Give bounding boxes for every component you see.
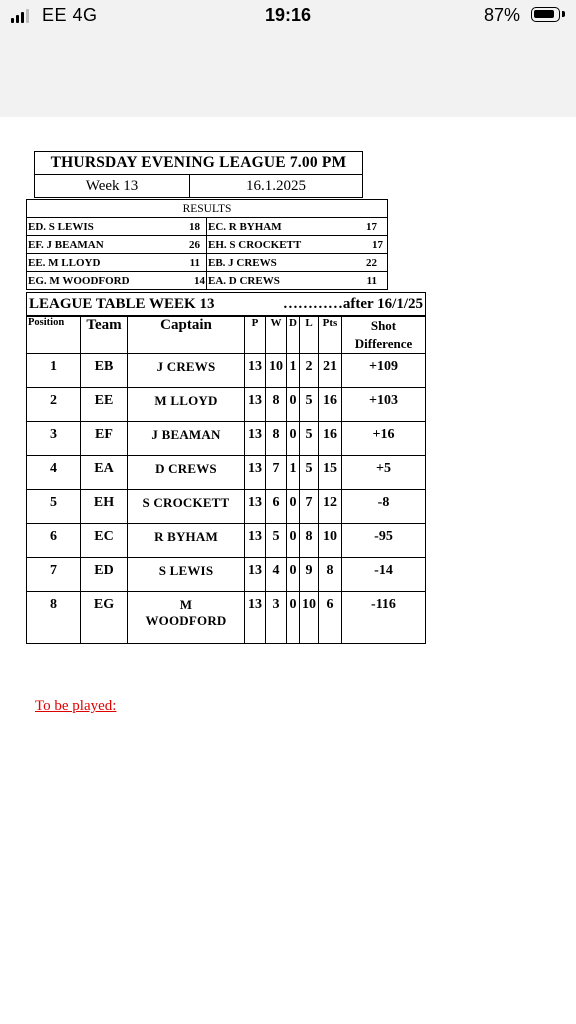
table-row: 7 ED S LEWIS 13 4 0 9 8 -14 [27, 558, 426, 592]
table-row: 8 EG M WOODFORD 13 3 0 10 6 -116 [27, 592, 426, 644]
col-p: P [245, 317, 266, 354]
status-bar [0, 0, 576, 117]
result-row: ED. S LEWIS 18 EC. R BYHAM 17 [27, 218, 388, 236]
table-row: 5 EH S CROCKETT 13 6 0 7 12 -8 [27, 490, 426, 524]
league-table-heading: LEAGUE TABLE WEEK 13 [29, 296, 215, 312]
results-heading: RESULTS [27, 200, 388, 218]
table-row: 1 EB J CREWS 13 10 1 2 21 +109 [27, 354, 426, 388]
to-be-played-link[interactable]: To be played: [35, 698, 117, 714]
battery-percent: 87% [484, 5, 521, 25]
table-row: 4 EA D CREWS 13 7 1 5 15 +5 [27, 456, 426, 490]
league-table-after-date: …………after 16/1/25 [282, 296, 423, 312]
result-row: EE. M LLOYD 11 EB. J CREWS 22 [27, 254, 388, 272]
col-team: Team [81, 317, 128, 354]
col-captain: Captain [128, 317, 245, 354]
col-l: L [300, 317, 319, 354]
col-shot-difference: Shot Difference [342, 317, 426, 354]
league-table-title [26, 292, 426, 316]
carrier-label: EE 4G [42, 5, 98, 25]
col-position: Position [27, 317, 81, 354]
result-row: EF. J BEAMAN 26 EH. S CROCKETT 17 [27, 236, 388, 254]
league-table [26, 316, 426, 644]
results-table [26, 199, 388, 290]
result-row: EG. M WOODFORD 14 EA. D CREWS 11 [27, 272, 388, 290]
league-title: THURSDAY EVENING LEAGUE 7.00 PM [35, 152, 363, 175]
table-row: 6 EC R BYHAM 13 5 0 8 10 -95 [27, 524, 426, 558]
col-d: D [287, 317, 300, 354]
battery-icon [531, 7, 560, 22]
table-row: 2 EE M LLOYD 13 8 0 5 16 +103 [27, 388, 426, 422]
col-w: W [266, 317, 287, 354]
league-header [34, 151, 363, 198]
clock: 19:16 [264, 5, 312, 25]
date-label: 16.1.2025 [190, 175, 363, 198]
col-pts: Pts [319, 317, 342, 354]
week-label: Week 13 [35, 175, 190, 198]
league-header-row [27, 317, 426, 354]
table-row: 3 EF J BEAMAN 13 8 0 5 16 +16 [27, 422, 426, 456]
